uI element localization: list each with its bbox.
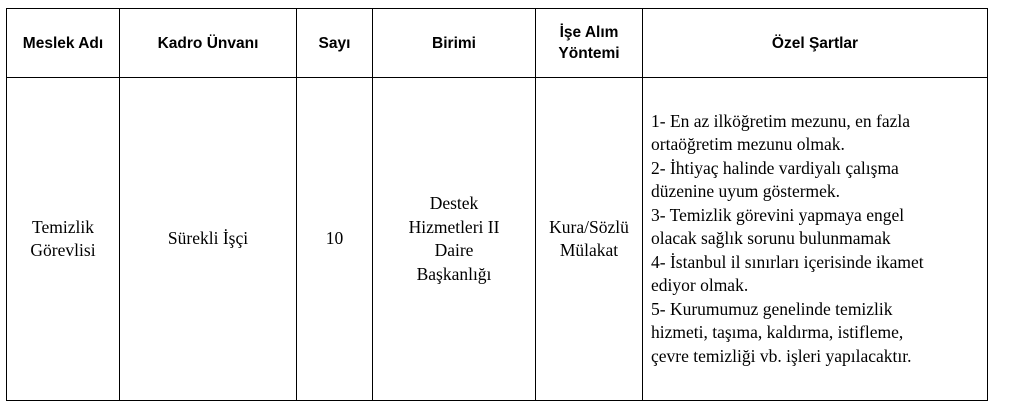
meslek-line: Temizlik	[32, 216, 94, 237]
sart-line: ediyor olmak.	[651, 275, 749, 296]
cell-ise-alim-yontemi	[536, 78, 643, 401]
sart-line: 2- İhtiyaç halinde vardiyalı çalışma	[651, 157, 899, 178]
header-ise-alim-yontemi	[536, 9, 643, 78]
header-sayi: Sayı	[297, 9, 373, 78]
job-posting-table	[6, 8, 988, 401]
birim-line: Daire	[434, 240, 474, 260]
sart-line: 1- En az ilköğretim mezunu, en fazla	[651, 110, 910, 131]
sart-line: hizmeti, taşıma, kaldırma, istifleme,	[651, 322, 904, 343]
meslek-line: Görevlisi	[30, 240, 96, 260]
sart-line: ortaöğretim mezunu olmak.	[651, 134, 845, 155]
sart-line: 4- İstanbul il sınırları içerisinde ikamet	[651, 251, 924, 272]
header-kadro-unvani: Kadro Ünvanı	[120, 9, 297, 78]
cell-birimi	[373, 78, 536, 401]
table-row	[7, 78, 988, 401]
yontem-line: Mülakat	[559, 240, 619, 260]
header-row	[7, 9, 988, 78]
cell-meslek-adi	[7, 78, 120, 401]
cell-sayi: 10	[297, 78, 373, 401]
birim-line: Başkanlığı	[416, 263, 492, 284]
birim-line: Destek	[429, 193, 479, 213]
header-yontemi-line: Yöntemi	[558, 45, 620, 62]
yontem-line: Kura/Sözlü	[549, 216, 629, 237]
header-ozel-sartlar: Özel Şartlar	[643, 9, 988, 78]
sart-line: 5- Kurumumuz genelinde temizlik	[651, 298, 893, 319]
sart-line: çevre temizliği vb. işleri yapılacaktır.	[651, 345, 912, 366]
cell-kadro-unvani: Sürekli İşçi	[120, 78, 297, 401]
header-meslek-adi: Meslek Adı	[7, 9, 120, 78]
sart-line: düzenine uyum göstermek.	[651, 181, 841, 202]
sart-line: olacak sağlık sorunu bulunmamak	[651, 228, 891, 249]
birim-line: Hizmetleri II	[408, 216, 500, 237]
header-ise-alim-line: İşe Alım	[559, 24, 619, 41]
cell-ozel-sartlar	[643, 78, 988, 401]
sart-line: 3- Temizlik görevini yapmaya engel	[651, 204, 905, 225]
header-birimi: Birimi	[373, 9, 536, 78]
